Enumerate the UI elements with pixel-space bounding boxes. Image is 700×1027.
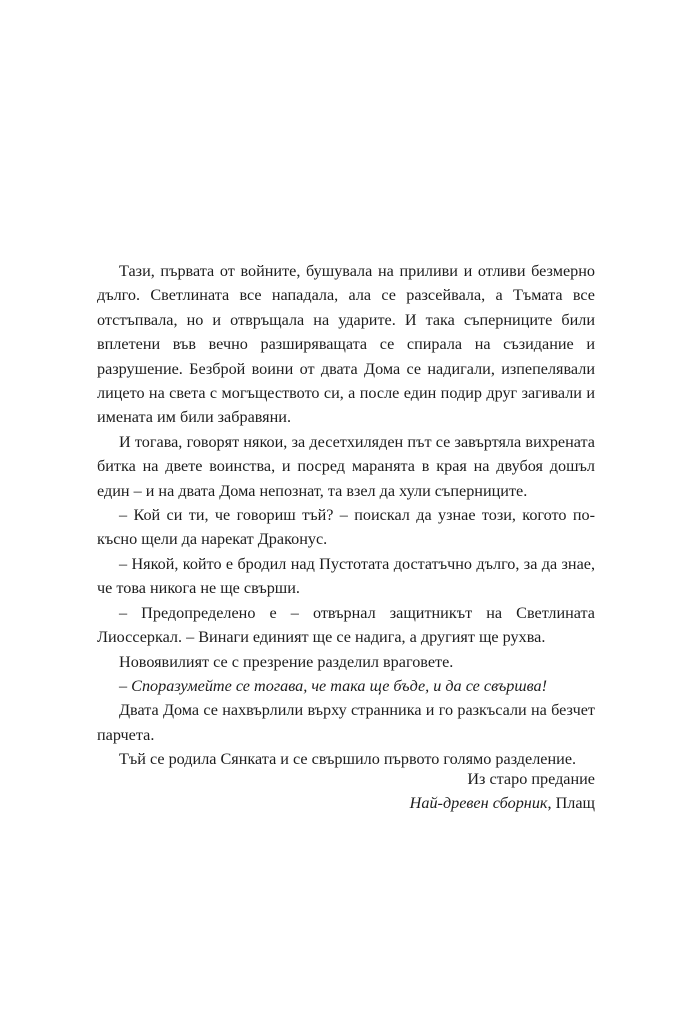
paragraph: И тогава, говорят някои, за десетхиляден път се завъртяла вихрената битка на двете воинства, и посред маранята в края на двубоя дошъл един – и на двата Дома непознат, та взел да хули съперниците. (97, 432, 595, 500)
dialogue-line: – Някой, който е бродил над Пустотата достатъчно дълго, за да знае, че това никога не ще свърши. (97, 554, 595, 598)
paragraph: Тъй се родила Сянката и се свършило първото голямо разделение. (119, 750, 577, 769)
dialogue-line: – Кой си ти, че говориш тъй? – поискал да узнае този, когото по-късно щели да нарекат Драконус. (97, 506, 595, 549)
dialogue-line: – Предопределено е – отвърнал защитникът на Светлината Лиоссеркал. – Винаги единият ще се надига, а другият ще рухва. (97, 603, 595, 647)
paragraph: Двата Дома се нахвърлили върху странника и го разкъсали на безчет парчета. (97, 701, 595, 744)
paragraph: Новоявилият се с презрение разделил враговете. (119, 652, 454, 671)
source-title: Най-древен сборник (409, 794, 548, 813)
paragraph: Тази, първата от войните, бушувала на приливи и отливи безмерно дълго. Светлината все нападала, ала се разсейвала, а Тъмата все отстъпвала, но и отвръщала на ударите. И така съперниците били вплетени във вечно разширяващата се спирала на съзидание и разрушение. Безброй воини от двата Дома се надигали, изпепелявали лицето на света с могъществото си, а после един подир друг загивали и имената им били забравяни. (97, 262, 595, 427)
epigraph-text (97, 259, 595, 772)
source-author: , Плащ (547, 794, 595, 813)
attribution-line: Из старо предание (467, 770, 595, 788)
attribution (410, 767, 595, 816)
dialogue-line-italic: – Споразумейте се тогава, че така ще бъде, и да се свършва! (119, 676, 548, 695)
attribution-source (410, 791, 595, 815)
